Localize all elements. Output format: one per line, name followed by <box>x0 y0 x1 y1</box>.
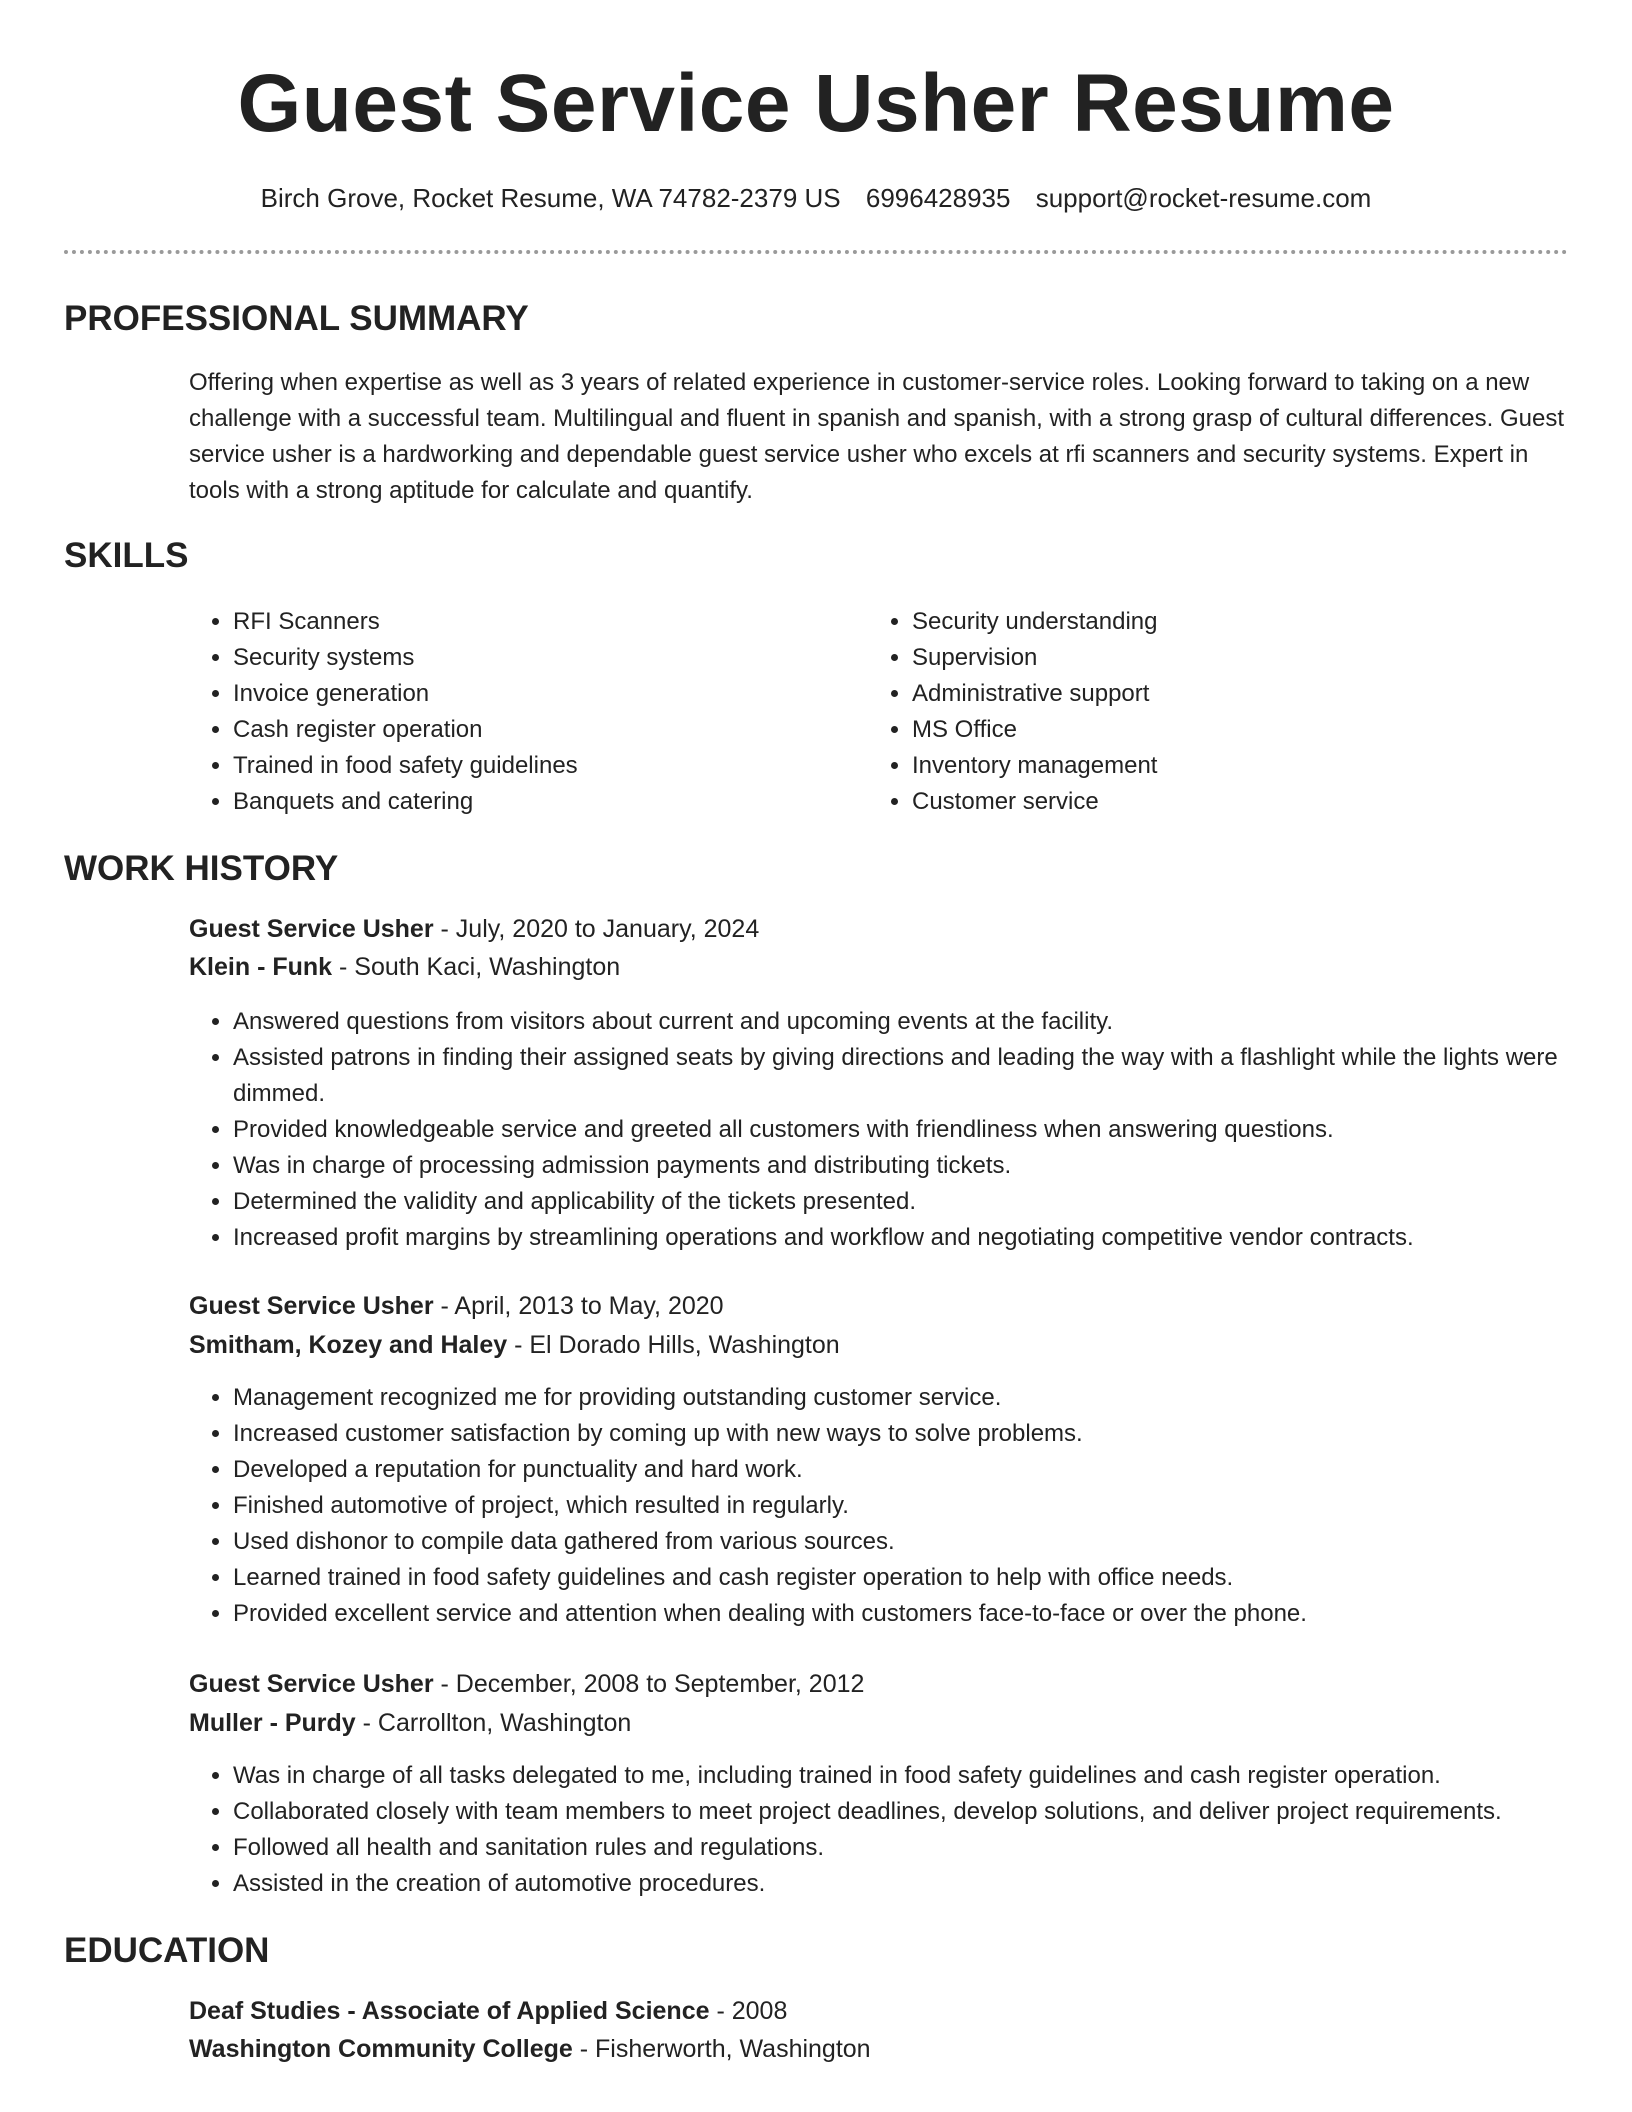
job-title-line <box>189 910 759 948</box>
skill-item: • RFI Scanners <box>233 604 873 640</box>
job-title: Guest Service Usher <box>189 1670 434 1698</box>
skill-item: • Security understanding <box>912 604 1552 640</box>
job-bullet: • Answered questions from visitors about current and upcoming events at the facility. <box>233 1004 1632 1040</box>
education-heading: EDUCATION <box>64 1931 270 1970</box>
skill-item: • Supervision <box>912 640 1552 676</box>
job-title-line <box>189 1287 724 1325</box>
job-bullet: • Increased profit margins by streamlining operations and workflow and negotiating competitive vendor contracts. <box>233 1220 1632 1256</box>
job-company-line <box>189 1326 840 1364</box>
job-bullet: • Was in charge of all tasks delegated to me, including trained in food safety guidelines and cash register operation. <box>233 1758 1632 1794</box>
summary-text: Offering when expertise as well as 3 years of related experience in customer-service roles. Looking forward to taking on a new challenge with a successful team. Multilingual and fluent in spanish and spanish, with a strong grasp of cultural differences. Guest service usher is a hardworking and dependable guest service usher who excels at rfi scanners and security systems. Expert in tools with a strong aptitude for calculate and quantify. <box>189 369 1564 504</box>
job-bullet: • Assisted in the creation of automotive procedures. <box>233 1866 1632 1902</box>
skills-heading: SKILLS <box>64 536 189 575</box>
job-bullet: • Used dishonor to compile data gathered from various sources. <box>233 1524 1632 1560</box>
skill-item: • Inventory management <box>912 748 1552 784</box>
skill-item: • Invoice generation <box>233 676 873 712</box>
skill-item: • MS Office <box>912 712 1552 748</box>
job-bullet: • Was in charge of processing admission payments and distributing tickets. <box>233 1148 1632 1184</box>
job-bullet: • Followed all health and sanitation rules and regulations. <box>233 1830 1632 1866</box>
job-company: Muller - Purdy <box>189 1709 356 1737</box>
header-divider <box>64 250 1568 254</box>
job-dates: - April, 2013 to May, 2020 <box>433 1292 724 1320</box>
job-bullets <box>189 1004 1632 1256</box>
job-bullets <box>189 1380 1632 1632</box>
education-degree: Deaf Studies - Associate of Applied Science <box>189 1997 710 2025</box>
education-location: - Fisherworth, Washington <box>572 2035 871 2063</box>
job-bullet: • Learned trained in food safety guidelines and cash register operation to help with office needs. <box>233 1560 1632 1596</box>
job-company-line <box>189 948 620 986</box>
contact-email: support@rocket-resume.com <box>1035 183 1372 213</box>
job-bullet: • Collaborated closely with team members to meet project deadlines, develop solutions, and deliver project requirements. <box>233 1794 1632 1830</box>
job-dates: - July, 2020 to January, 2024 <box>433 915 760 943</box>
education-year: - 2008 <box>709 1997 788 2025</box>
education-school-line <box>189 2030 871 2068</box>
job-location: - Carrollton, Washington <box>355 1709 632 1737</box>
job-title-line <box>189 1665 864 1703</box>
skill-item: • Administrative support <box>912 676 1552 712</box>
work-history-heading: WORK HISTORY <box>64 849 339 888</box>
job-company: Smitham, Kozey and Haley <box>189 1331 508 1359</box>
job-location: - El Dorado Hills, Washington <box>507 1331 840 1359</box>
skill-item: • Security systems <box>233 640 873 676</box>
job-bullet: • Developed a reputation for punctuality and hard work. <box>233 1452 1632 1488</box>
job-title: Guest Service Usher <box>189 915 434 943</box>
contact-phone: 6996428935 <box>865 183 1011 213</box>
skill-item: • Banquets and catering <box>233 784 873 820</box>
job-dates: - December, 2008 to September, 2012 <box>433 1670 865 1698</box>
job-title: Guest Service Usher <box>189 1292 434 1320</box>
job-bullet: • Provided excellent service and attention when dealing with customers face-to-face or over the phone. <box>233 1596 1632 1632</box>
job-company: Klein - Funk <box>189 953 333 981</box>
skill-item: • Cash register operation <box>233 712 873 748</box>
education-degree-line <box>189 1992 787 2030</box>
summary-heading: PROFESSIONAL SUMMARY <box>64 299 529 338</box>
job-location: - South Kaci, Washington <box>332 953 621 981</box>
resume-title: Guest Service Usher Resume <box>237 58 1395 149</box>
job-bullet: • Assisted patrons in finding their assigned seats by giving directions and leading the way with a flashlight while the lights were dimmed. <box>233 1040 1632 1112</box>
skills-list-right <box>868 604 1552 820</box>
job-bullets <box>189 1758 1632 1902</box>
job-company-line <box>189 1704 631 1742</box>
job-bullet: • Finished automotive of project, which resulted in regularly. <box>233 1488 1632 1524</box>
contact-address: Birch Grove, Rocket Resume, WA 74782-2379 US <box>260 183 841 213</box>
skill-item: • Customer service <box>912 784 1552 820</box>
job-bullet: • Management recognized me for providing outstanding customer service. <box>233 1380 1632 1416</box>
job-bullet: • Determined the validity and applicability of the tickets presented. <box>233 1184 1632 1220</box>
job-bullet: • Provided knowledgeable service and greeted all customers with friendliness when answering questions. <box>233 1112 1632 1148</box>
contact-line <box>0 180 1632 216</box>
job-bullet: • Increased customer satisfaction by coming up with new ways to solve problems. <box>233 1416 1632 1452</box>
skill-item: • Trained in food safety guidelines <box>233 748 873 784</box>
skills-list-left <box>189 604 873 820</box>
education-school: Washington Community College <box>189 2035 573 2063</box>
